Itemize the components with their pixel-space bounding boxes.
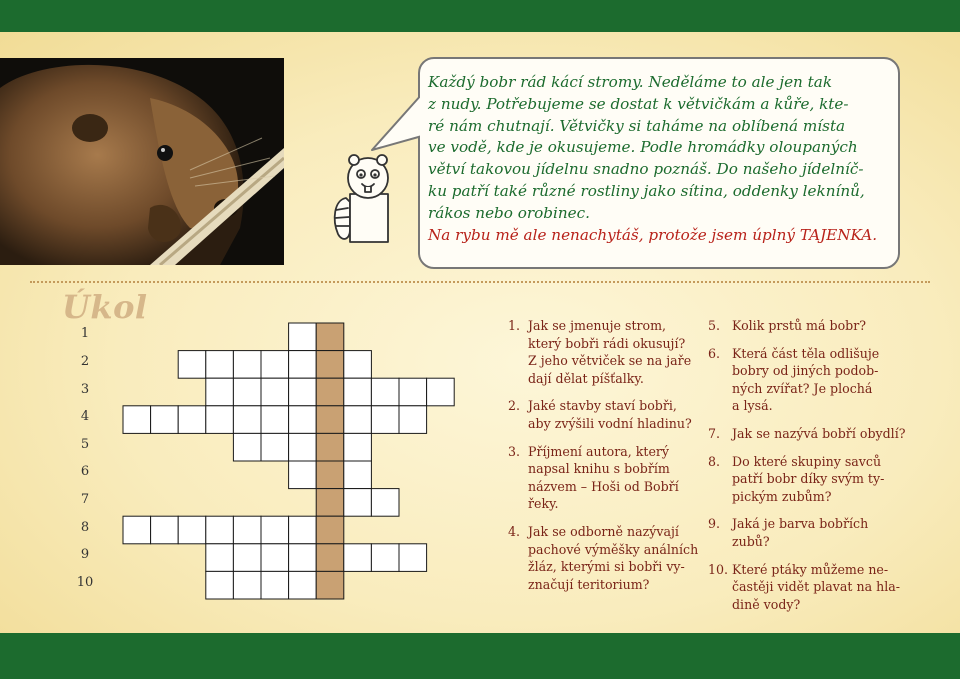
bottom-band <box>0 633 960 679</box>
bubble-line: ré nám chutnají. Větvičky si taháme na oblíbená místa <box>428 116 846 135</box>
clue-10 <box>708 561 908 614</box>
crossword-solution-cell[interactable] <box>316 433 344 461</box>
row-number: 5 <box>80 437 90 452</box>
crossword-solution-cell[interactable] <box>316 489 344 517</box>
bubble-line: Každý bobr rád kácí stromy. Neděláme to ale jen tak <box>428 73 833 91</box>
clue-line: dají dělat píšťalky. <box>528 370 644 386</box>
bubble-line: větví takovou jídelnu snadno poznáš. Do našeho jídelníč- <box>428 160 864 179</box>
crossword-cell[interactable] <box>399 406 427 434</box>
clue-line: dině vody? <box>732 596 801 612</box>
clue-2 <box>508 397 692 432</box>
row-number: 7 <box>80 492 90 507</box>
clue-line: Do které skupiny savců <box>732 453 882 469</box>
crossword-cell[interactable] <box>344 433 372 461</box>
speech-bubble-text <box>428 72 890 246</box>
crossword-cell[interactable] <box>399 378 427 406</box>
crossword-cell[interactable] <box>261 571 289 599</box>
clue-line: napsal knihu s bobřím <box>528 461 670 477</box>
bubble-line: ve vodě, kde je okusujeme. Podle hromádky oloupaných <box>428 138 858 157</box>
crossword-solution-cell[interactable] <box>316 516 344 544</box>
crossword-cell[interactable] <box>289 461 317 489</box>
clue-number: 8. <box>708 453 721 469</box>
crossword-cell[interactable] <box>344 489 372 517</box>
clue-9 <box>708 515 908 550</box>
crossword-cell[interactable] <box>261 516 289 544</box>
clue-line: ných zvířat? Je plochá <box>732 380 873 396</box>
clue-line: žláz, kterými si bobři vy- <box>528 559 685 575</box>
crossword-solution-cell[interactable] <box>316 544 344 572</box>
crossword-cell[interactable] <box>206 544 234 572</box>
clue-line: pickým zubům? <box>732 488 832 504</box>
crossword-cell[interactable] <box>344 351 372 379</box>
bubble-line: rákos nebo orobinec. <box>428 203 590 222</box>
crossword-cell[interactable] <box>233 351 261 379</box>
crossword-cell[interactable] <box>206 351 234 379</box>
crossword-solution-cell[interactable] <box>316 406 344 434</box>
crossword-cell[interactable] <box>261 433 289 461</box>
clue-number: 1. <box>508 318 521 333</box>
crossword-cell[interactable] <box>178 516 206 544</box>
row-number: 2 <box>80 354 90 369</box>
row-number: 8 <box>80 520 90 535</box>
crossword-cell[interactable] <box>151 406 179 434</box>
clue-line: Jak se nazývá bobří obydlí? <box>732 425 906 441</box>
crossword-cell[interactable] <box>371 544 399 572</box>
top-band <box>0 0 960 32</box>
row-number: 1 <box>80 326 90 341</box>
clue-line: názvem – Hoši od Bobří <box>528 478 679 494</box>
crossword-cell[interactable] <box>151 516 179 544</box>
clue-number: 6. <box>708 345 721 361</box>
crossword-cell[interactable] <box>123 406 151 434</box>
crossword-cell[interactable] <box>289 516 317 544</box>
crossword-solution-cell[interactable] <box>316 461 344 489</box>
crossword-cell[interactable] <box>233 571 261 599</box>
crossword-solution-cell[interactable] <box>316 571 344 599</box>
clue-line: Jak se odborně nazývají <box>528 523 679 539</box>
clue-number: 9. <box>708 516 721 532</box>
clue-line: častěji vidět plavat na hla- <box>732 579 901 595</box>
crossword-cell[interactable] <box>261 351 289 379</box>
crossword-cell[interactable] <box>261 406 289 434</box>
clues-left <box>508 317 699 603</box>
crossword-cell[interactable] <box>206 571 234 599</box>
clue-number: 10. <box>708 561 729 577</box>
clue-line: a lysá. <box>732 398 773 414</box>
clue-line: Příjmení autora, který <box>528 443 670 459</box>
crossword-cell[interactable] <box>289 433 317 461</box>
crossword-cell[interactable] <box>206 378 234 406</box>
crossword-cell[interactable] <box>178 351 206 379</box>
crossword-cell[interactable] <box>261 378 289 406</box>
clue-number: 2. <box>508 398 521 414</box>
clue-line: Které ptáky můžeme ne- <box>732 561 889 577</box>
clue-1 <box>508 317 692 387</box>
crossword-cell[interactable] <box>344 461 372 489</box>
clue-line: značují teritorium? <box>528 576 650 592</box>
task-heading: Úkol <box>62 288 148 326</box>
clue-number: 5. <box>708 318 721 333</box>
bubble-line-highlight: Na rybu mě ale nenachytáš, protože jsem úplný TAJENKA. <box>428 225 878 244</box>
clue-line: Kolik prstů má bobr? <box>732 318 866 333</box>
clue-line: řeky. <box>528 496 559 512</box>
crossword-cell[interactable] <box>233 544 261 572</box>
clue-line: bobry od jiných podob- <box>732 363 879 379</box>
clue-number: 4. <box>508 523 521 539</box>
bubble-line: ku patří také různé rostliny jako sítina, oddenky leknínů, <box>428 181 865 200</box>
bubble-line: z nudy. Potřebujeme se dostat k větvičkám a kůře, kte- <box>428 94 849 113</box>
crossword-cell[interactable] <box>206 406 234 434</box>
clue-line: Jaké stavby staví bobři, <box>528 398 677 414</box>
row-number: 4 <box>80 409 90 424</box>
section-divider <box>30 281 930 283</box>
crossword-cell[interactable] <box>371 489 399 517</box>
crossword-cell[interactable] <box>427 378 455 406</box>
clue-8 <box>708 453 908 506</box>
crossword-cell[interactable] <box>289 351 317 379</box>
clue-line: aby zvýšili vodní hladinu? <box>528 415 692 431</box>
clue-line: který bobři rádi okusují? <box>528 335 686 351</box>
beaver-photo <box>0 58 284 265</box>
row-number: 6 <box>80 464 90 479</box>
crossword-cell[interactable] <box>289 323 317 351</box>
row-number: 9 <box>80 547 90 562</box>
row-number: 3 <box>80 382 90 397</box>
clue-line: pachové výměšky análních <box>528 541 699 557</box>
clue-line: Která část těla odlišuje <box>732 345 880 361</box>
clue-7 <box>708 425 908 443</box>
clue-line: Z jeho větviček se na jaře <box>528 353 692 369</box>
clue-number: 3. <box>508 443 521 459</box>
crossword-cell[interactable] <box>233 516 261 544</box>
crossword-cell[interactable] <box>371 378 399 406</box>
crossword-cell[interactable] <box>233 433 261 461</box>
clue-line: Jaká je barva bobřích <box>732 516 869 532</box>
crossword-cell[interactable] <box>233 406 261 434</box>
crossword-solution-cell[interactable] <box>316 323 344 351</box>
crossword-cell[interactable] <box>289 378 317 406</box>
crossword-cell[interactable] <box>261 544 289 572</box>
crossword-cell[interactable] <box>344 544 372 572</box>
clue-4 <box>508 523 699 593</box>
clue-line: patří bobr díky svým ty- <box>732 471 885 487</box>
crossword-cell[interactable] <box>206 516 234 544</box>
crossword-cell[interactable] <box>178 406 206 434</box>
clue-6 <box>708 345 908 415</box>
row-number: 10 <box>76 575 94 590</box>
crossword-cell[interactable] <box>371 406 399 434</box>
crossword-cell[interactable] <box>399 544 427 572</box>
crossword-cell[interactable] <box>123 516 151 544</box>
crossword-cell[interactable] <box>344 406 372 434</box>
clue-line: zubů? <box>732 533 770 549</box>
beaver-mascot-icon <box>328 150 414 250</box>
crossword-cell[interactable] <box>233 378 261 406</box>
crossword-cell[interactable] <box>344 378 372 406</box>
crossword-cell[interactable] <box>289 544 317 572</box>
clues-right <box>708 317 908 623</box>
crossword-cell[interactable] <box>289 571 317 599</box>
clue-3 <box>508 443 688 513</box>
crossword-cell[interactable] <box>289 406 317 434</box>
clue-5 <box>708 317 908 335</box>
crossword-solution-cell[interactable] <box>316 351 344 379</box>
clue-number: 7. <box>708 425 721 441</box>
crossword-solution-cell[interactable] <box>316 378 344 406</box>
clue-line: Jak se jmenuje strom, <box>528 318 667 333</box>
